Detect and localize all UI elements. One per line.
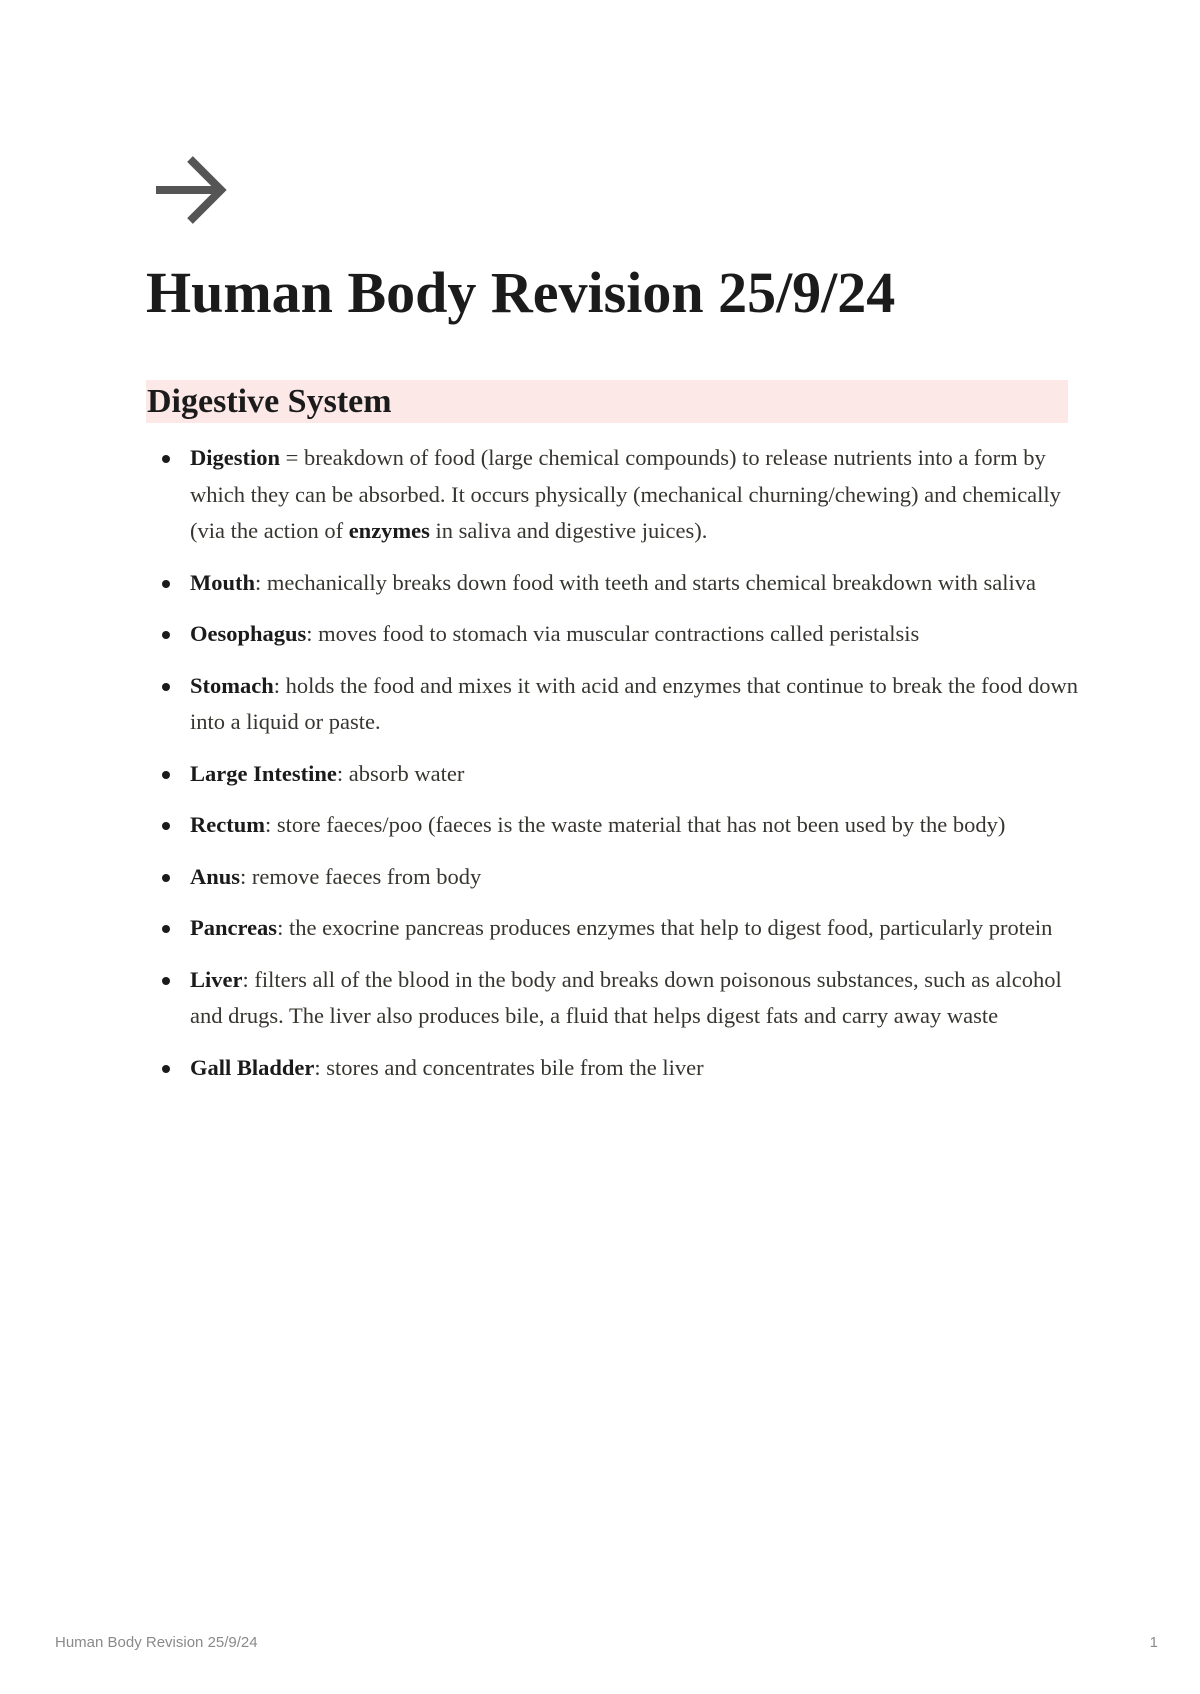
term-label: Anus: [190, 863, 241, 889]
list-item-pancreas: [146, 910, 1086, 947]
term-label: Mouth: [190, 569, 256, 595]
bullet-icon: [162, 683, 170, 691]
item-text: = breakdown of food (large chemical compounds) to release nutrients into a form by which they can be absorbed. It occurs physically (mechanical churning/chewing) and chemically (via the action of: [190, 445, 1061, 543]
bullet-icon: [162, 874, 170, 882]
item-text: : mechanically breaks down food with teeth and starts chemical breakdown with saliva: [255, 569, 1037, 595]
term-label: Digestion: [190, 445, 280, 470]
page-title: Human Body Revision 25/9/24: [146, 260, 896, 325]
item-text: : store faeces/poo (faeces is the waste material that has not been used by the body): [264, 812, 1006, 837]
bullet-icon: [162, 822, 170, 830]
term-label: Stomach: [190, 672, 274, 698]
bullet-icon: [162, 925, 170, 933]
list-item-oesophagus: [146, 616, 1086, 653]
item-text: : remove faeces from body: [240, 863, 482, 889]
item-text: : the exocrine pancreas produces enzymes that help to digest food, particularly protein: [277, 915, 1053, 940]
bullet-icon: [162, 455, 170, 463]
bullet-icon: [162, 580, 170, 588]
list-item-large-intestine: [146, 756, 1086, 793]
list-item-mouth: [146, 565, 1086, 602]
item-text: : holds the food and mixes it with acid and enzymes that continue to break the food down into a liquid or paste.: [190, 672, 1078, 734]
item-text: : moves food to stomach via muscular contractions called peristalsis: [306, 621, 920, 646]
list-item-liver: [146, 962, 1086, 1035]
footer-title: Human Body Revision 25/9/24: [55, 1634, 258, 1651]
list-item-digestion: [146, 440, 1086, 550]
item-text: : stores and concentrates bile from the liver: [314, 1054, 704, 1080]
item-text: in saliva and digestive juices).: [429, 518, 708, 543]
item-text: : filters all of the blood in the body and breaks down poisonous substances, such as alcohol and drugs. The liver also produces bile, a fluid that helps digest fats and carry away waste: [190, 966, 1062, 1028]
term-label: Oesophagus: [190, 621, 307, 646]
list-item-rectum: [146, 807, 1086, 844]
bullet-list: [146, 440, 1086, 1101]
emphasis-text: enzymes: [348, 518, 430, 543]
arrow-right-icon: [150, 150, 230, 230]
bullet-icon: [162, 977, 170, 985]
list-item-gall-bladder: [146, 1050, 1086, 1087]
section-heading-digestive-system: Digestive System: [146, 380, 1068, 423]
item-text: : absorb water: [336, 760, 465, 786]
bullet-icon: [162, 771, 170, 779]
bullet-icon: [162, 631, 170, 639]
term-label: Large Intestine: [190, 760, 337, 786]
list-item-anus: [146, 859, 1086, 896]
term-label: Gall Bladder: [190, 1054, 315, 1080]
footer-page-number: 1: [1149, 1634, 1158, 1651]
term-label: Liver: [190, 966, 243, 992]
bullet-icon: [162, 1065, 170, 1073]
term-label: Rectum: [190, 812, 265, 837]
term-label: Pancreas: [190, 915, 278, 940]
list-item-stomach: [146, 668, 1086, 741]
